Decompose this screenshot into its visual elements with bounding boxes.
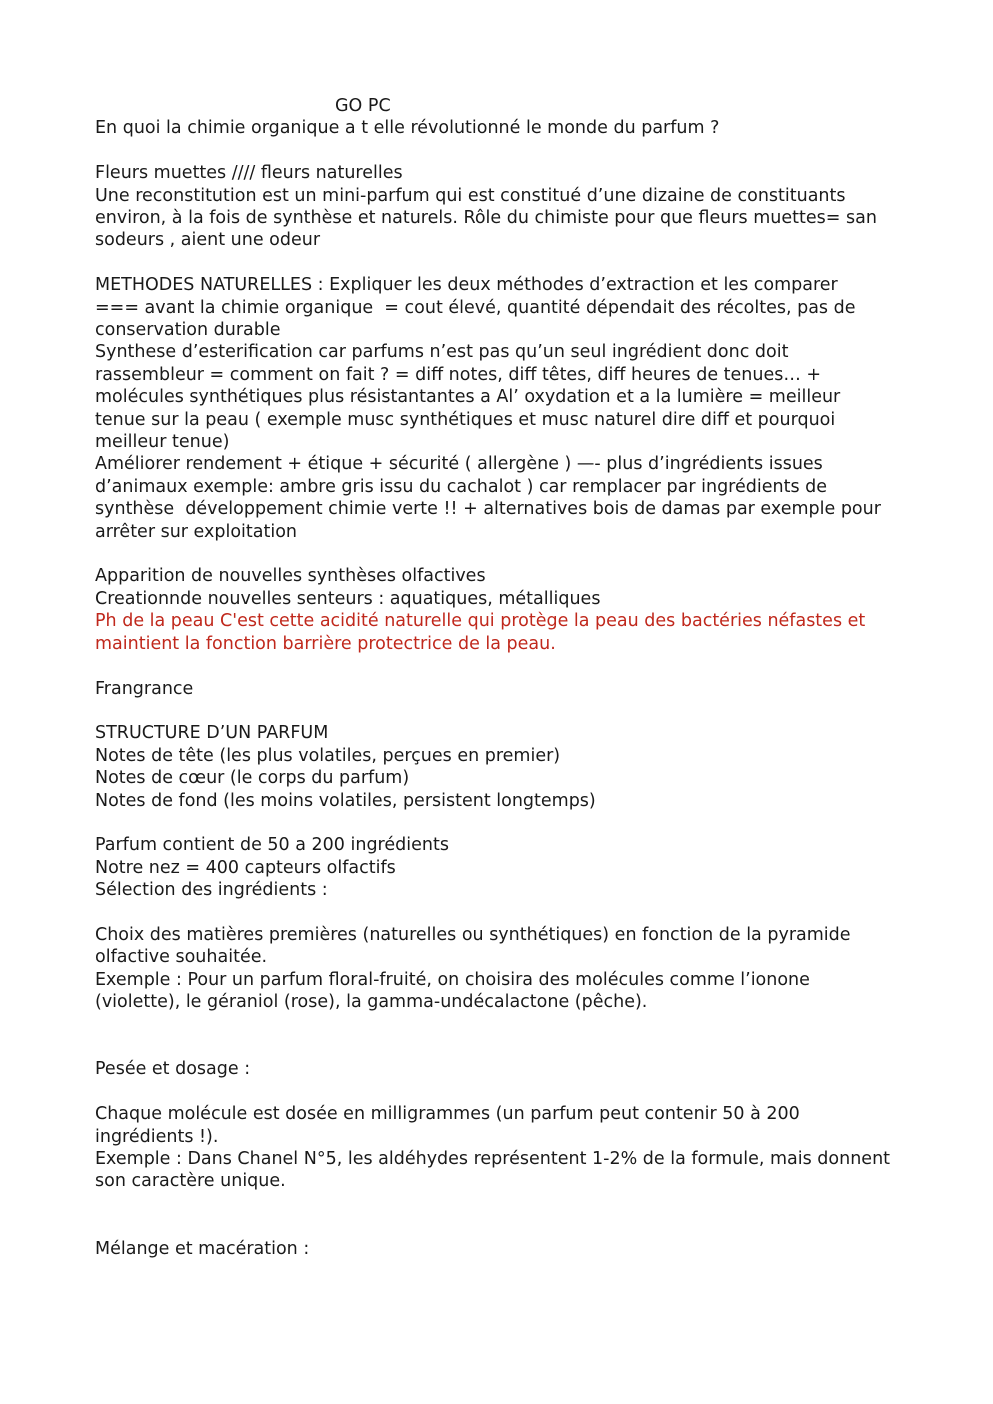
structure-heading: STRUCTURE D’UN PARFUM <box>95 723 329 744</box>
skin-ph-note: Ph de la peau C'est cette acidité naturelle qui protège la peau des bactéries néfastes et maintient la fonction barrière protectrice de la peau. <box>95 611 871 654</box>
spacer <box>95 655 895 677</box>
note-item: Notes de cœur (le corps du parfum) <box>95 768 410 789</box>
main-question: En quoi la chimie organique a t elle révolutionné le monde du parfum ? <box>95 118 720 139</box>
spacer <box>95 700 895 722</box>
new-scents-line: Creationnde nouvelles senteurs : aquatiques, métalliques <box>95 588 601 609</box>
spacer <box>95 1014 895 1059</box>
methods-synthesis: Synthese d’esterification car parfums n’est pas qu’un seul ingrédient donc doit rassembleur = comment on fait ? = diff notes, diff têtes, diff heures de tenues… + molécules synthétiques plus résistantantes a Al’ oxydation et a la lumière = meilleur tenue sur la peau ( exemple musc synthétiques et musc naturel dire diff et pourquoi meilleur tenue) <box>95 342 846 453</box>
intro-heading: Fleurs muettes //// fleurs naturelles <box>95 163 403 184</box>
choice-example: Exemple : Pour un parfum floral-fruité, on choisira des molécules comme l’ionone (violette), le géraniol (rose), la gamma-undécalactone (pêche). <box>95 969 816 1013</box>
spacer <box>95 543 895 565</box>
note-item: Notes de fond (les moins volatiles, persistent longtemps) <box>95 790 596 811</box>
ingredient-selection-heading: Sélection des ingrédients : <box>95 880 328 901</box>
nose-receptors: Notre nez = 400 capteurs olfactifs <box>95 857 396 878</box>
spacer <box>95 140 895 162</box>
new-synthesis-line: Apparition de nouvelles synthèses olfactives <box>95 566 486 587</box>
document-body <box>95 95 895 1260</box>
spacer <box>95 812 895 834</box>
spacer <box>95 252 895 274</box>
dosage-paragraph: Chaque molécule est dosée en milligrammes (un parfum peut contenir 50 à 200 ingrédients !). <box>95 1104 806 1147</box>
spacer <box>95 902 895 924</box>
mixing-heading: Mélange et macération : <box>95 1238 310 1259</box>
choice-paragraph: Choix des matières premières (naturelles ou synthétiques) en fonction de la pyramide olfactive souhaitée. <box>95 924 857 968</box>
document-title: GO PC <box>335 96 391 116</box>
spacer <box>95 1193 895 1238</box>
note-item: Notes de tête (les plus volatiles, perçues en premier) <box>95 745 561 766</box>
intro-paragraph: Une reconstitution est un mini-parfum qui est constitué d’une dizaine de constituants environ, à la fois de synthèse et naturels. Rôle du chimiste pour que fleurs muettes= san sodeurs , aient une odeur <box>95 185 883 251</box>
dosage-heading: Pesée et dosage : <box>95 1059 251 1080</box>
ingredients-count: Parfum contient de 50 a 200 ingrédients <box>95 835 449 856</box>
methods-improve: Améliorer rendement + étique + sécurité ( allergène ) —- plus d’ingrédients issues d’animaux exemple: ambre gris issu du cachalot ) car remplacer par ingrédients de synthèse développement chimie verte !! + alternatives bois de damas par exemple pour arrêter sur exploitation <box>95 454 887 542</box>
spacer <box>95 1081 895 1103</box>
methods-heading: METHODES NATURELLES : Expliquer les deux méthodes d’extraction et les comparer <box>95 275 838 296</box>
methods-before-chemistry: === avant la chimie organique = cout élevé, quantité dépendait des récoltes, pas de conservation durable <box>95 297 862 341</box>
dosage-example: Exemple : Dans Chanel N°5, les aldéhydes représentent 1-2% de la formule, mais donnent son caractère unique. <box>95 1148 896 1192</box>
frangrance-label: Frangrance <box>95 678 194 699</box>
